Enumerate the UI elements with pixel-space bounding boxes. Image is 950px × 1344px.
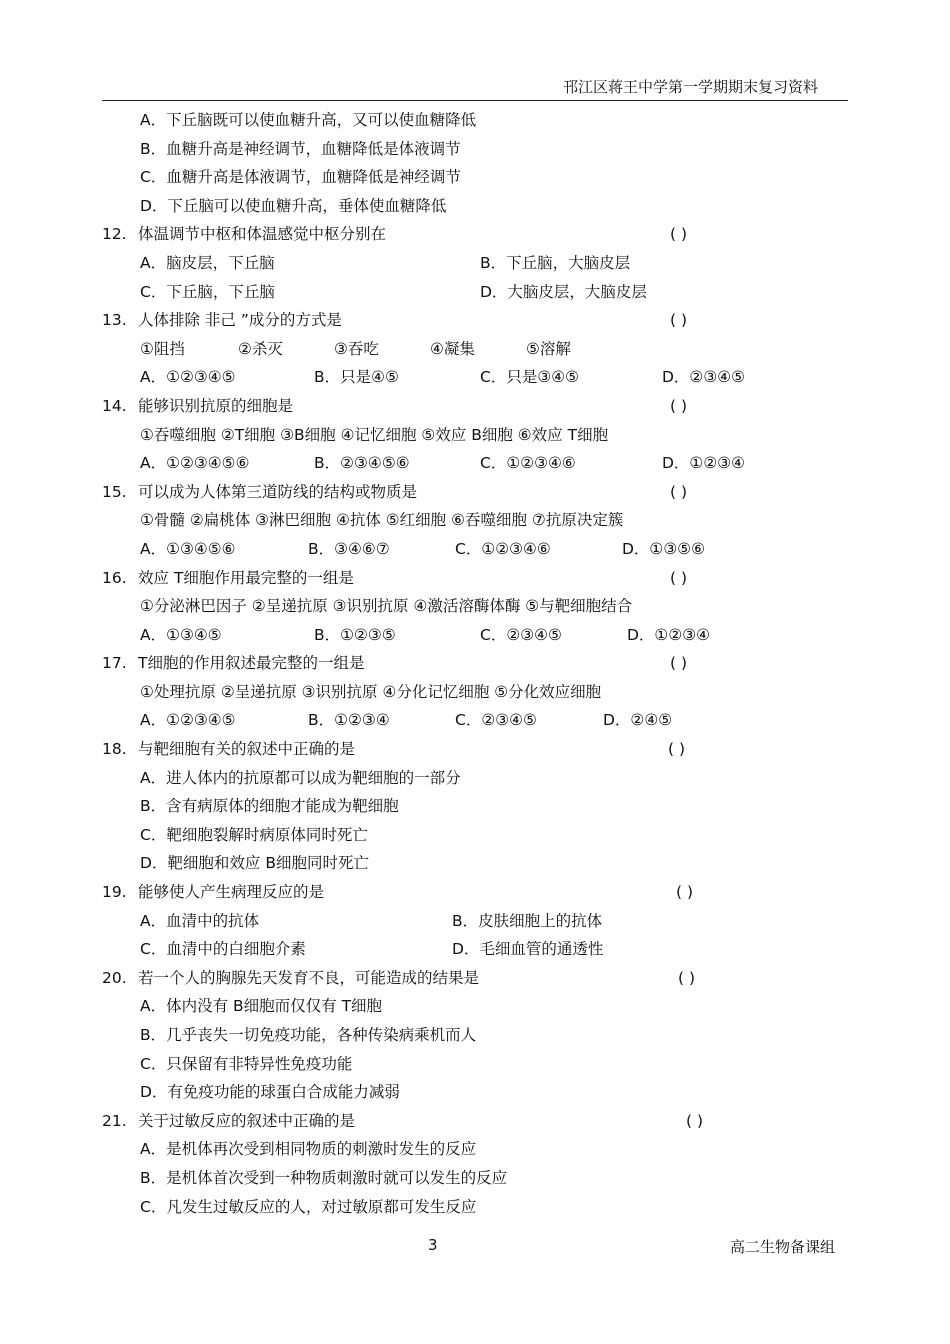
question-text: 人体排除 非己 ”成分的方式是 xyxy=(138,311,342,330)
option-text: D．毛细血管的通透性 xyxy=(452,940,604,959)
option-text: ①吞噬细胞 ②T细胞 ③B细胞 ④记忆细胞 ⑤效应 B细胞 ⑥效应 T细胞 xyxy=(140,425,609,444)
answer-blank[interactable]: ( ) xyxy=(670,396,688,415)
question-number: 21. xyxy=(102,1111,127,1130)
option-line xyxy=(0,592,950,621)
option-text: A．①②③④⑤ xyxy=(140,711,236,730)
option-text: A．是机体再次受到相同物质的刺激时发生的反应 xyxy=(140,1140,477,1159)
option-text: C．只是③④⑤ xyxy=(480,368,580,387)
answer-blank[interactable]: ( ) xyxy=(670,311,688,330)
option-text: D．①②③④ xyxy=(662,454,746,473)
answer-blank[interactable]: ( ) xyxy=(676,883,694,902)
option-text: ①处理抗原 ②呈递抗原 ③识别抗原 ④分化记忆细胞 ⑤分化效应细胞 xyxy=(140,682,602,701)
option-text: B．是机体首次受到一种物质刺激时就可以发生的反应 xyxy=(140,1168,508,1187)
option-text: ②杀灭 xyxy=(238,339,283,358)
question-number: 19. xyxy=(102,883,127,902)
option-text: B．几乎丧失一切免疫功能，各种传染病乘机而人 xyxy=(140,1026,477,1044)
question-text: 能够识别抗原的细胞是 xyxy=(138,396,294,415)
option-text: ⑤溶解 xyxy=(526,339,571,358)
option-line xyxy=(0,821,950,850)
option-text: A．①②③④⑤⑥ xyxy=(140,454,250,473)
option-line xyxy=(0,764,950,793)
header-rule xyxy=(102,100,848,101)
page-header: 邗江区蒋王中学第一学期期末复习资料 xyxy=(562,78,818,96)
question-number: 17. xyxy=(102,654,127,673)
option-line xyxy=(0,1021,950,1050)
option-line xyxy=(0,163,950,192)
question-list xyxy=(0,106,950,1221)
answer-blank[interactable]: ( ) xyxy=(670,225,688,244)
option-text: C．血清中的白细胞介素 xyxy=(140,940,306,959)
question-line xyxy=(0,392,950,421)
option-text: C．凡发生过敏反应的人，对过敏原都可发生反应 xyxy=(140,1197,477,1216)
option-text: B．血糖升高是神经调节，血糖降低是体液调节 xyxy=(140,139,461,158)
option-text: B．②③④⑤⑥ xyxy=(314,454,410,473)
option-text: D．下丘脑可以使血糖升高，垂体使血糖降低 xyxy=(140,196,447,215)
answer-blank[interactable]: ( ) xyxy=(686,1111,704,1130)
option-line xyxy=(0,849,950,878)
option-text: D．②③④⑤ xyxy=(662,368,746,387)
option-text: C．下丘脑，下丘脑 xyxy=(140,282,275,301)
footer-group: 高二生物备课组 xyxy=(730,1238,836,1256)
option-line xyxy=(0,249,950,278)
answer-blank[interactable]: ( ) xyxy=(670,568,688,587)
option-text: ①骨髓 ②扁桃体 ③淋巴细胞 ④抗体 ⑤红细胞 ⑥吞噬细胞 ⑦抗原决定簇 xyxy=(140,511,624,530)
option-line xyxy=(0,1164,950,1193)
option-line xyxy=(0,1078,950,1107)
option-text: A．①③④⑤ xyxy=(140,625,222,644)
question-number: 15. xyxy=(102,482,127,501)
option-line xyxy=(0,421,950,450)
question-line xyxy=(0,306,950,335)
option-text: B．③④⑥⑦ xyxy=(308,539,390,558)
option-text: A．下丘脑既可以使血糖升高，又可以使血糖降低 xyxy=(140,111,477,129)
option-line xyxy=(0,135,950,164)
option-line xyxy=(0,621,950,650)
option-line xyxy=(0,907,950,936)
option-text: D．大脑皮层，大脑皮层 xyxy=(480,282,647,301)
option-line xyxy=(0,363,950,392)
question-line xyxy=(0,478,950,507)
question-number: 20. xyxy=(102,968,127,987)
question-text: 若一个人的胸腺先天发育不良，可能造成的结果是 xyxy=(138,968,480,987)
question-line xyxy=(0,1107,950,1136)
option-text: B．①②③⑤ xyxy=(314,625,396,644)
question-text: 效应 T细胞作用最完整的一组是 xyxy=(138,568,354,587)
question-number: 18. xyxy=(102,740,127,759)
option-line xyxy=(0,535,950,564)
option-line xyxy=(0,335,950,364)
option-line xyxy=(0,706,950,735)
answer-blank[interactable]: ( ) xyxy=(670,654,688,673)
option-line xyxy=(0,106,950,135)
option-line xyxy=(0,935,950,964)
option-line xyxy=(0,192,950,221)
option-text: C．②③④⑤ xyxy=(480,625,562,644)
question-number: 16. xyxy=(102,568,127,587)
option-text: ①分泌淋巴因子 ②呈递抗原 ③识别抗原 ④激活溶酶体酶 ⑤与靶细胞结合 xyxy=(140,597,633,616)
page-number: 3 xyxy=(428,1236,438,1254)
option-text: B．含有病原体的细胞才能成为靶细胞 xyxy=(140,797,399,816)
question-line xyxy=(0,649,950,678)
answer-blank[interactable]: ( ) xyxy=(678,968,696,987)
answer-blank[interactable]: ( ) xyxy=(668,740,686,759)
question-text: 关于过敏反应的叙述中正确的是 xyxy=(138,1111,356,1130)
option-text: C．①②③④⑥ xyxy=(455,539,551,558)
option-text: B．只是④⑤ xyxy=(314,368,399,387)
option-text: D．有免疫功能的球蛋白合成能力减弱 xyxy=(140,1083,400,1102)
option-text: A．血清中的抗体 xyxy=(140,911,260,930)
option-text: D．②④⑤ xyxy=(603,711,673,730)
question-text: T细胞的作用叙述最完整的一组是 xyxy=(138,654,365,673)
option-text: ④凝集 xyxy=(430,339,475,358)
option-line xyxy=(0,449,950,478)
option-line xyxy=(0,678,950,707)
option-text: C．只保留有非特异性免疫功能 xyxy=(140,1054,353,1073)
option-line xyxy=(0,506,950,535)
option-text: C．①②③④⑥ xyxy=(480,454,576,473)
option-text: B．皮肤细胞上的抗体 xyxy=(452,911,603,930)
option-line xyxy=(0,1135,950,1164)
answer-blank[interactable]: ( ) xyxy=(670,482,688,501)
option-text: A．①②③④⑤ xyxy=(140,368,236,387)
option-line xyxy=(0,792,950,821)
option-text: A．脑皮层，下丘脑 xyxy=(140,253,275,272)
option-text: C．靶细胞裂解时病原体同时死亡 xyxy=(140,825,368,844)
option-text: D．①③⑤⑥ xyxy=(622,539,706,558)
question-line xyxy=(0,964,950,993)
question-text: 体温调节中枢和体温感觉中枢分别在 xyxy=(138,225,387,244)
option-text: B．下丘脑，大脑皮层 xyxy=(480,253,631,272)
question-number: 12. xyxy=(102,225,127,244)
option-line xyxy=(0,1050,950,1079)
option-text: C．②③④⑤ xyxy=(455,711,537,730)
option-text: ③吞吃 xyxy=(334,339,379,358)
option-line xyxy=(0,1193,950,1222)
question-number: 14. xyxy=(102,396,127,415)
question-line xyxy=(0,564,950,593)
option-text: C．血糖升高是体液调节，血糖降低是神经调节 xyxy=(140,168,461,187)
option-line xyxy=(0,278,950,307)
option-text: D．①②③④ xyxy=(627,625,711,644)
option-line xyxy=(0,992,950,1021)
question-number: 13. xyxy=(102,311,127,330)
option-text: B．①②③④ xyxy=(308,711,390,730)
option-text: A．进人体内的抗原都可以成为靶细胞的一部分 xyxy=(140,768,461,787)
question-text: 能够使人产生病理反应的是 xyxy=(138,883,325,902)
option-text: A．体内没有 B细胞而仅仅有 T细胞 xyxy=(140,997,383,1016)
question-line xyxy=(0,878,950,907)
question-text: 与靶细胞有关的叙述中正确的是 xyxy=(138,740,356,759)
option-text: ①阻挡 xyxy=(140,339,185,358)
question-line xyxy=(0,220,950,249)
question-line xyxy=(0,735,950,764)
option-text: A．①③④⑤⑥ xyxy=(140,539,236,558)
question-text: 可以成为人体第三道防线的结构或物质是 xyxy=(138,482,418,501)
option-text: D．靶细胞和效应 B细胞同时死亡 xyxy=(140,854,369,873)
